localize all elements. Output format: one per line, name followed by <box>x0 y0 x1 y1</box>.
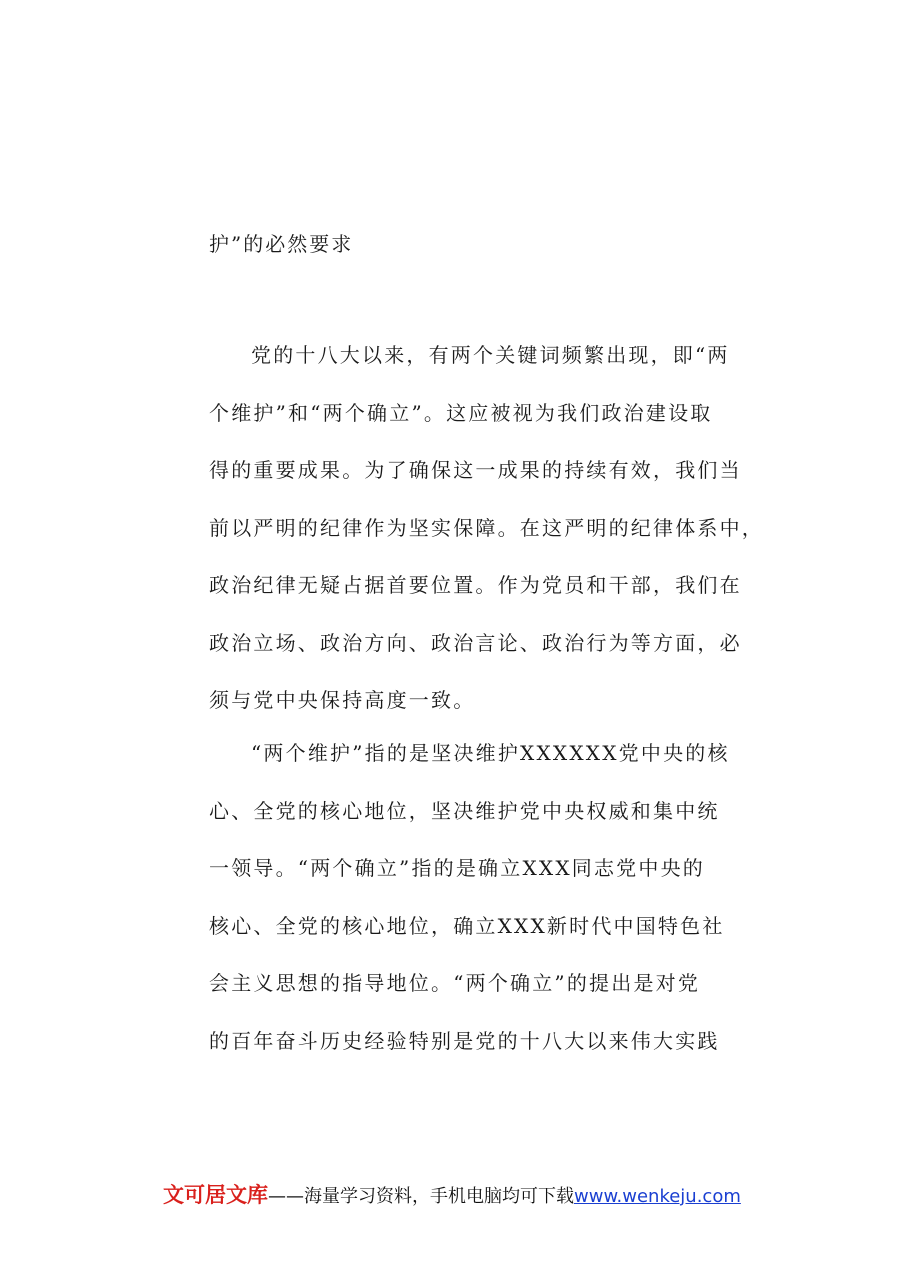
paragraph-line: 会主义思想的指导地位。“两个确立”的提出是对党 <box>209 971 701 995</box>
paragraph-line: 政治立场、政治方向、政治言论、政治行为等方面，必 <box>209 630 742 655</box>
paragraph-line: 得的重要成果。为了确保这一成果的持续有效，我们当 <box>209 458 742 482</box>
section-heading-tail: 护”的必然要求 <box>209 232 354 256</box>
footer-banner <box>163 1180 741 1212</box>
footer-website-link[interactable]: www.wenkeju.com <box>574 1186 741 1207</box>
footer-tagline: 海量学习资料，手机电脑均可下载 <box>304 1186 574 1207</box>
paragraph-line: 政治纪律无疑占据首要位置。作为党员和干部，我们在 <box>209 573 742 597</box>
paragraph-line: 一领导。“两个确立”指的是确立XXX同志党中央的 <box>209 856 705 880</box>
paragraph-1 <box>209 340 764 743</box>
paragraph-line: 前以严明的纪律作为坚实保障。在这严明的纪律体系中， <box>209 515 764 540</box>
paragraph-line: 须与党中央保持高度一致。 <box>209 688 476 712</box>
brand-name: 文可居文库 <box>163 1183 268 1207</box>
paragraph-line: 心、全党的核心地位，坚决维护党中央权威和集中统 <box>209 798 720 823</box>
paragraph-2 <box>209 738 730 1083</box>
paragraph-line: “两个维护”指的是坚决维护XXXXXX党中央的核 <box>251 741 730 765</box>
footer-dash: —— <box>268 1186 304 1207</box>
paragraph-line: 核心、全党的核心地位，确立XXX新时代中国特色社 <box>209 913 725 938</box>
paragraph-line: 党的十八大以来，有两个关键词频繁出现，即“两 <box>251 343 730 367</box>
paragraph-line: 个维护”和“两个确立”。这应被视为我们政治建设取 <box>209 400 713 425</box>
paragraph-line: 的百年奋斗历史经验特别是党的十八大以来伟大实践 <box>209 1028 720 1053</box>
